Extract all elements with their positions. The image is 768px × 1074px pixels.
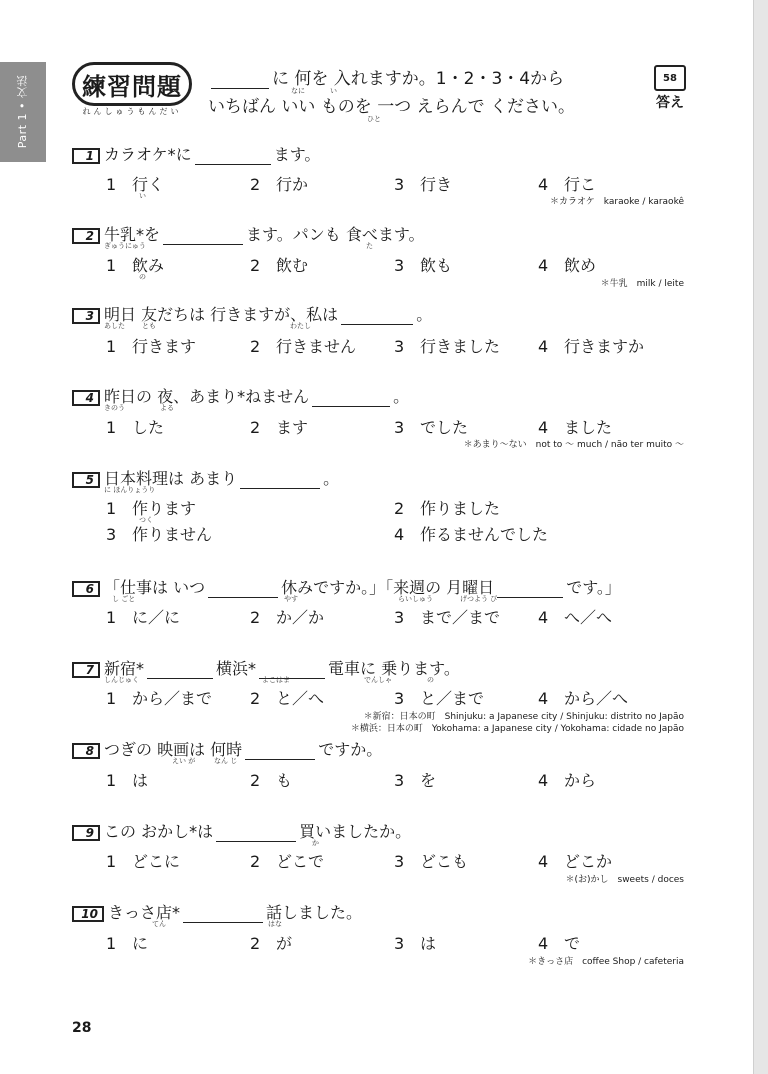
ruby-kinou: きのう xyxy=(104,404,125,412)
choice-2-2[interactable]: 2 飲む xyxy=(250,256,309,275)
choice-2-3[interactable]: 3 飲も xyxy=(394,256,453,275)
exercise-title-ruby: れんしゅうもんだい xyxy=(82,107,182,116)
question-1: 1 カラオケ*に ます。 xyxy=(72,142,320,164)
ruby-tsuku: つく xyxy=(139,516,153,524)
choice-4-2[interactable]: 2 ます xyxy=(250,418,309,437)
note-1: ＊カラオケ karaoke / karaokê xyxy=(549,197,684,207)
question-6: 6 「仕事は いつ 休みですか。」「来週の 月曜日 です。」 xyxy=(72,575,621,597)
choice-3-2[interactable]: 2 行きません xyxy=(250,337,357,356)
choice-1-1[interactable]: 1 行く xyxy=(106,175,165,194)
side-tab-label: Part 1 • 文法 xyxy=(16,75,29,149)
choice-6-3[interactable]: 3 まで／まで xyxy=(394,608,501,627)
ruby-getsuyoubi: げつよう び xyxy=(460,595,498,603)
ruby-ashita: あした xyxy=(104,322,125,330)
choice-8-2[interactable]: 2 も xyxy=(250,771,293,790)
choice-8-4[interactable]: 4 から xyxy=(538,771,597,790)
choice-8-3[interactable]: 3 を xyxy=(394,771,437,790)
note-7a: ＊新宿：日本の町 Shinjuku: a Japanese city / Shinjuku: distrito no Japão xyxy=(363,712,684,722)
ruby-nihonryouri: に ほんりょうり xyxy=(104,486,156,494)
question-7: 7 新宿* 横浜* 電車に 乗ります。 xyxy=(72,656,460,678)
choice-10-1[interactable]: 1 に xyxy=(106,934,149,953)
note-7b: ＊横浜：日本の町 Yokohama: a Japanese city / Yokohama: cidade no Japão xyxy=(350,724,684,734)
choice-6-4[interactable]: 4 へ／へ xyxy=(538,608,613,627)
choice-9-4[interactable]: 4 どこか xyxy=(538,852,613,871)
choice-6-2[interactable]: 2 か／か xyxy=(250,608,325,627)
choice-3-1[interactable]: 1 行きます xyxy=(106,337,197,356)
choice-1-4[interactable]: 4 行こ xyxy=(538,175,597,194)
choice-5-1[interactable]: 1 作ります xyxy=(106,499,197,518)
choice-7-2[interactable]: 2 と／へ xyxy=(250,689,325,708)
instruction-line-1: に 何を 入れますか。1・2・3・4から xyxy=(208,64,564,89)
choice-7-1[interactable]: 1 から／まで xyxy=(106,689,213,708)
choice-4-3[interactable]: 3 でした xyxy=(394,418,469,437)
ruby-hana: はな xyxy=(268,920,282,928)
choice-5-2[interactable]: 2 作りました xyxy=(394,499,501,518)
page-number: 28 xyxy=(72,1020,92,1036)
choice-2-4[interactable]: 4 飲め xyxy=(538,256,597,275)
ruby-watashi: わたし xyxy=(290,322,311,330)
choice-8-1[interactable]: 1 は xyxy=(106,771,149,790)
ruby-shigoto: し ごと xyxy=(112,595,136,603)
ruby-yasu: やす xyxy=(284,595,298,603)
ruby-nani: なに xyxy=(291,87,305,95)
instruction-line-2: いちばん いい ものを 一つ えらんで ください。 xyxy=(208,97,576,117)
note-9: ＊(お)かし sweets / doces xyxy=(565,875,684,885)
question-10: 10 きっさ店* 話しました。 xyxy=(72,900,362,922)
choice-7-4[interactable]: 4 から／へ xyxy=(538,689,629,708)
choice-9-2[interactable]: 2 どこで xyxy=(250,852,325,871)
choice-3-4[interactable]: 4 行きますか xyxy=(538,337,645,356)
choice-1-3[interactable]: 3 行き xyxy=(394,175,453,194)
note-2: ＊牛乳 milk / leite xyxy=(600,279,684,289)
ruby-yoru: よる xyxy=(160,404,174,412)
ruby-yokohama: よこはま xyxy=(262,676,290,684)
choice-4-4[interactable]: 4 ました xyxy=(538,418,613,437)
ruby-no: の xyxy=(139,273,146,281)
section-side-tab xyxy=(0,62,46,162)
note-10: ＊きっさ店 coffee Shop / cafeteria xyxy=(528,957,684,967)
ruby-i: い xyxy=(330,87,337,95)
question-2: 2 牛乳*を ます。パンも 食べます。 xyxy=(72,222,425,244)
question-3: 3 明日 友だちは 行きますが、私は 。 xyxy=(72,302,432,324)
choice-3-3[interactable]: 3 行きました xyxy=(394,337,501,356)
choice-6-1[interactable]: 1 に／に xyxy=(106,608,181,627)
answer-label: 答え xyxy=(656,95,684,111)
ruby-no2: の xyxy=(427,676,434,684)
choice-4-1[interactable]: 1 した xyxy=(106,418,165,437)
choice-9-3[interactable]: 3 どこも xyxy=(394,852,469,871)
ruby-densha: でんしゃ xyxy=(364,676,392,684)
choice-9-1[interactable]: 1 どこに xyxy=(106,852,181,871)
exercise-title: 練習問題 xyxy=(72,62,192,106)
ruby-nanji: なん じ xyxy=(214,757,238,765)
choice-5-4[interactable]: 4 作るませんでした xyxy=(394,525,549,544)
choice-1-2[interactable]: 2 行か xyxy=(250,175,309,194)
ruby-iku: い xyxy=(139,192,146,200)
answer-page-box: 58 xyxy=(654,65,686,91)
ruby-raishuu: らいしゅう xyxy=(398,595,433,603)
ruby-tomo: とも xyxy=(142,322,156,330)
ruby-gyuunyuu: ぎゅうにゅう xyxy=(104,242,146,250)
page-edge-strip xyxy=(753,0,768,1074)
choice-10-4[interactable]: 4 で xyxy=(538,934,581,953)
question-5: 5 日本料理は あまり 。 xyxy=(72,466,339,488)
ruby-eiga: えい が xyxy=(172,757,196,765)
ruby-ten: てん xyxy=(152,920,166,928)
choice-2-1[interactable]: 1 飲み xyxy=(106,256,165,275)
instruction-blank xyxy=(211,70,269,89)
ruby-shinjuku: しんじゅく xyxy=(104,676,139,684)
choice-10-2[interactable]: 2 が xyxy=(250,934,293,953)
question-4: 4 昨日の 夜、あまり*ねません 。 xyxy=(72,384,409,406)
choice-10-3[interactable]: 3 は xyxy=(394,934,437,953)
question-8: 8 つぎの 映画は 何時 ですか。 xyxy=(72,737,382,759)
choice-7-3[interactable]: 3 と／まで xyxy=(394,689,485,708)
note-4: ＊あまり～ない not to ～ much / não ter muito ～ xyxy=(463,440,684,450)
ruby-ka: か xyxy=(312,839,319,847)
question-9: 9 この おかし*は 買いましたか。 xyxy=(72,819,411,841)
question-number: 1 xyxy=(72,148,100,164)
ruby-hito: ひと xyxy=(367,115,381,123)
choice-5-3[interactable]: 3 作りません xyxy=(106,525,213,544)
ruby-ta: た xyxy=(366,242,373,250)
